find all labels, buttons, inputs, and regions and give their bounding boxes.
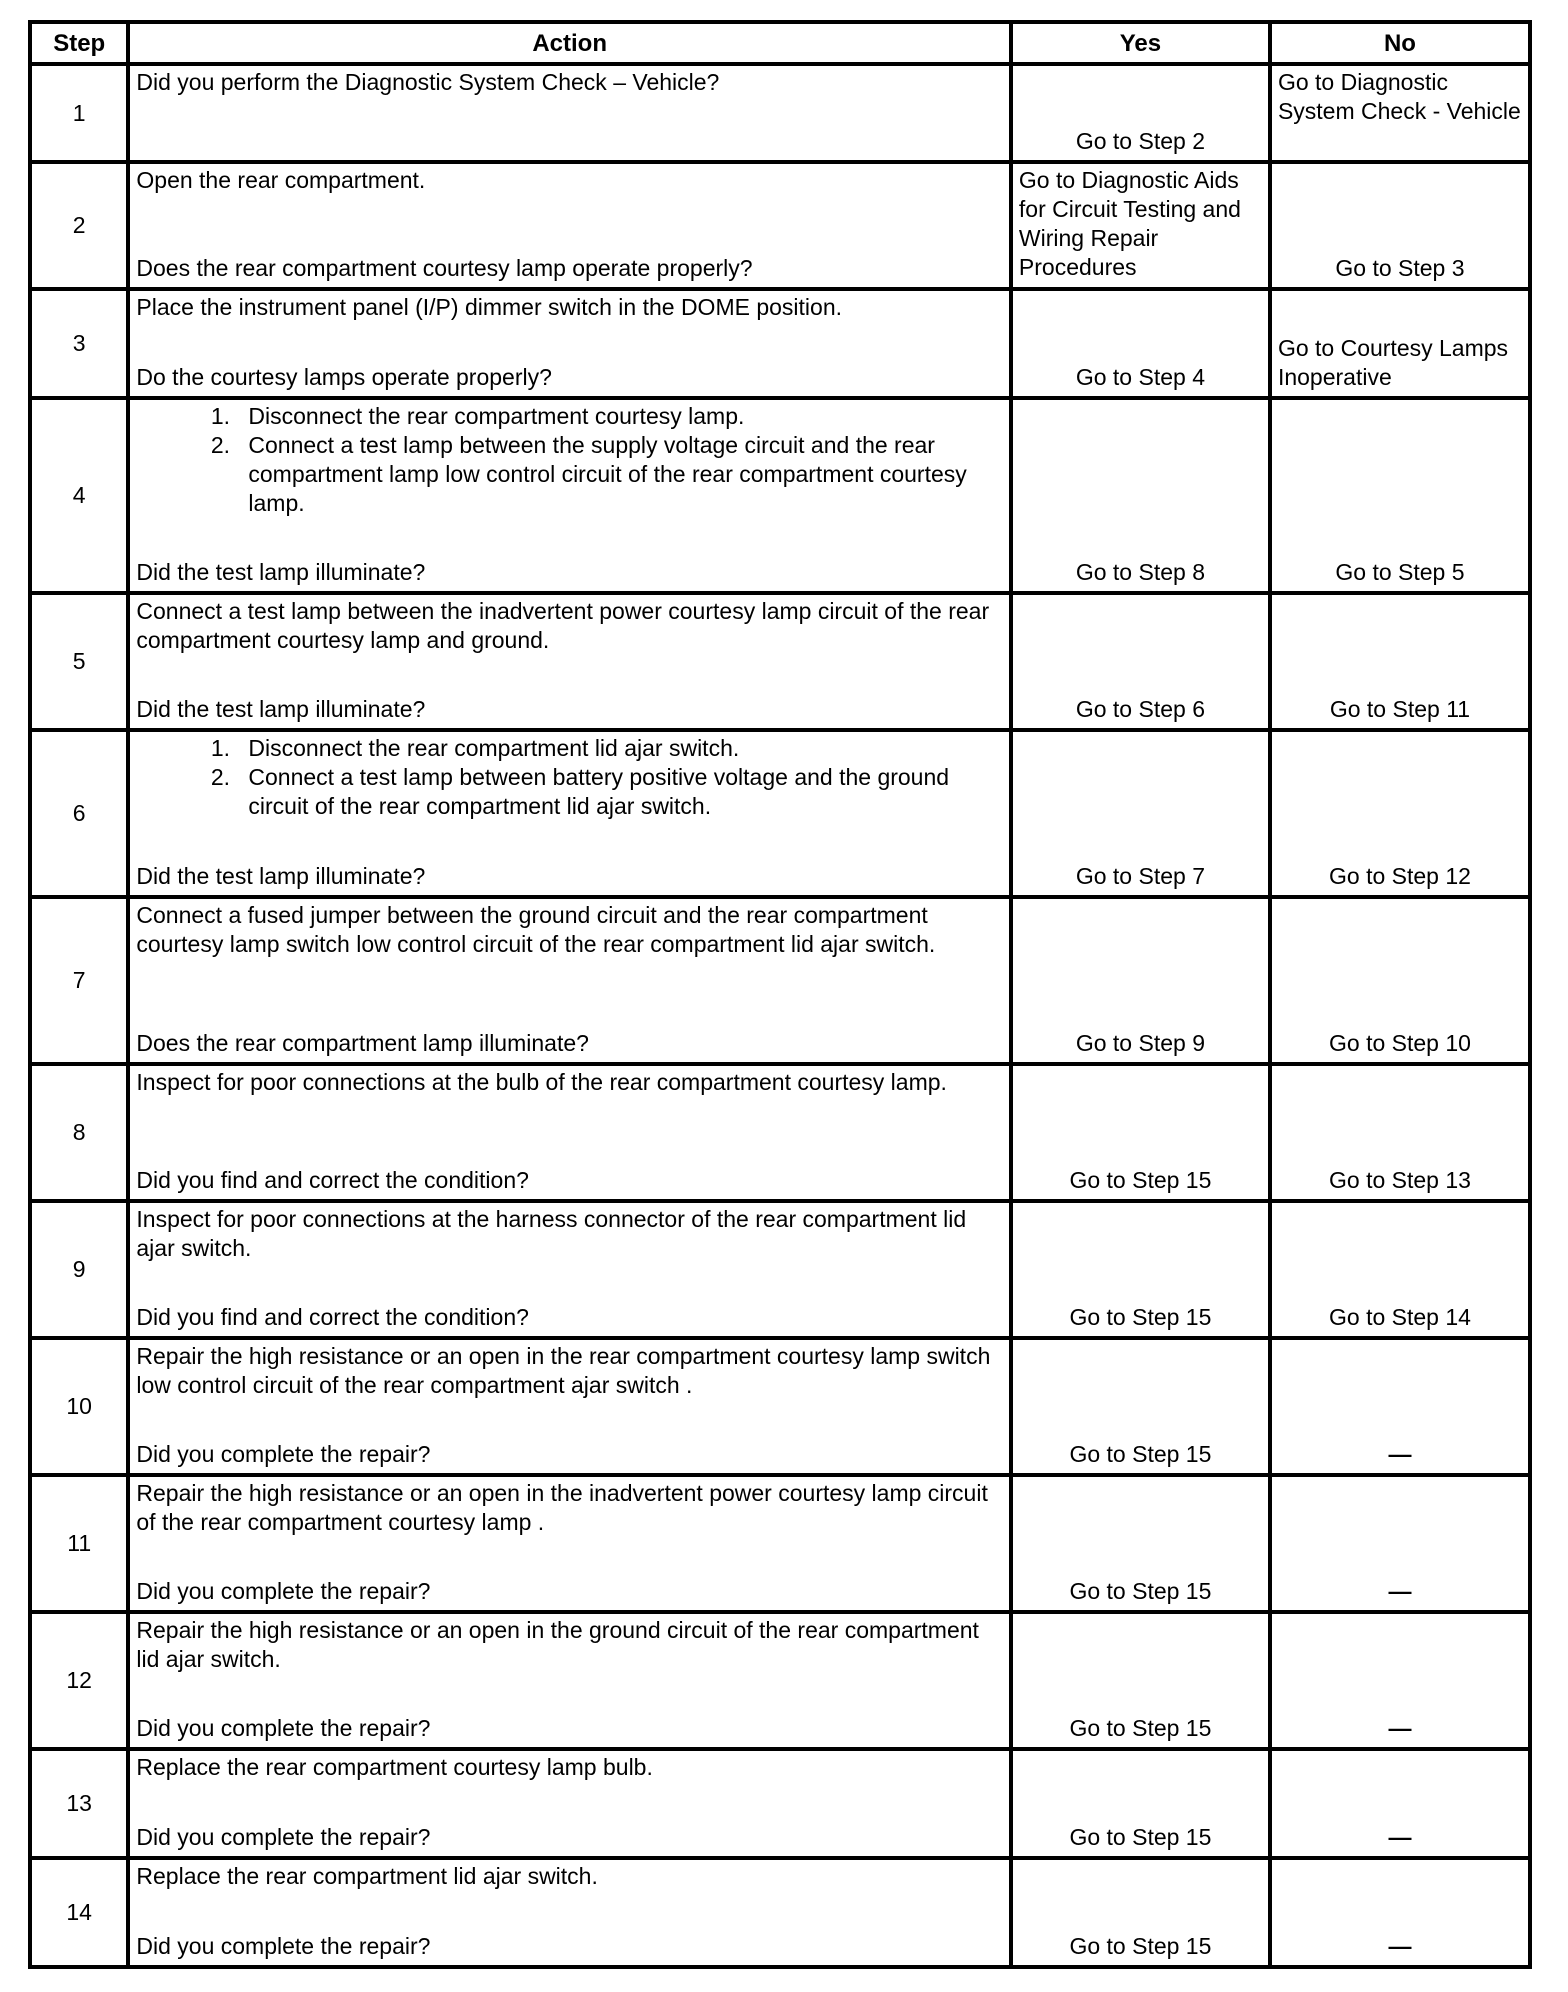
step-number: 3 [30, 289, 128, 398]
action-steps-list [136, 734, 1003, 821]
step-number: 10 [30, 1338, 128, 1475]
action-step-item: 1. Disconnect the rear compartment courtesy lamp. [236, 402, 1003, 431]
action-question: Does the rear compartment courtesy lamp operate properly? [136, 255, 753, 281]
yes-cell: Go to Step 8 [1011, 398, 1270, 593]
step-number: 11 [30, 1475, 128, 1612]
action-question: Did you complete the repair? [136, 1441, 431, 1467]
yes-cell: Go to Step 15 [1011, 1858, 1270, 1967]
action-text: Inspect for poor connections at the bulb of the rear compartment courtesy lamp. [136, 1069, 947, 1095]
action-text: Connect a test lamp between the inadvertent power courtesy lamp circuit of the rear compartment courtesy lamp and ground. [136, 598, 990, 653]
no-cell: — [1270, 1749, 1530, 1858]
header-yes: Yes [1011, 22, 1270, 64]
step-number: 14 [30, 1858, 128, 1967]
action-cell [128, 593, 1011, 730]
no-cell: Go to Courtesy Lamps Inoperative [1270, 289, 1530, 398]
action-cell [128, 1858, 1011, 1967]
action-cell [128, 162, 1011, 289]
step-number: 13 [30, 1749, 128, 1858]
table-row [30, 730, 1530, 897]
no-cell: — [1270, 1612, 1530, 1749]
step-number: 9 [30, 1201, 128, 1338]
action-question: Did you complete the repair? [136, 1933, 431, 1959]
action-question: Did the test lamp illuminate? [136, 696, 426, 722]
step-number: 1 [30, 64, 128, 162]
action-cell [128, 1064, 1011, 1201]
yes-cell: Go to Step 7 [1011, 730, 1270, 897]
action-text: Place the instrument panel (I/P) dimmer switch in the DOME position. [136, 294, 843, 320]
action-cell [128, 64, 1011, 162]
action-question: Did you find and correct the condition? [136, 1167, 529, 1193]
action-question: Did you complete the repair? [136, 1715, 431, 1741]
action-text: Open the rear compartment. [136, 167, 426, 193]
step-number: 5 [30, 593, 128, 730]
step-number: 7 [30, 897, 128, 1064]
action-text: Repair the high resistance or an open in the rear compartment courtesy lamp switch low control circuit of the rear compartment ajar switch . [136, 1343, 991, 1398]
action-step-item: 2. Connect a test lamp between battery positive voltage and the ground circuit of the rear compartment lid ajar switch. [236, 763, 1003, 821]
action-text: Connect a fused jumper between the ground circuit and the rear compartment courtesy lamp switch low control circuit of the rear compartment lid ajar switch. [136, 902, 936, 957]
action-text: Repair the high resistance or an open in the inadvertent power courtesy lamp circuit of the rear compartment courtesy lamp . [136, 1480, 988, 1535]
yes-cell: Go to Step 15 [1011, 1749, 1270, 1858]
action-text: Repair the high resistance or an open in the ground circuit of the rear compartment lid ajar switch. [136, 1617, 979, 1672]
action-text: Inspect for poor connections at the harness connector of the rear compartment lid ajar switch. [136, 1206, 967, 1261]
action-cell [128, 730, 1011, 897]
yes-cell: Go to Step 4 [1011, 289, 1270, 398]
yes-cell: Go to Step 15 [1011, 1064, 1270, 1201]
action-question: Does the rear compartment lamp illuminate? [136, 1030, 589, 1056]
header-row [30, 22, 1530, 64]
table-row [30, 1475, 1530, 1612]
table-row [30, 289, 1530, 398]
table-row [30, 1064, 1530, 1201]
action-cell [128, 1612, 1011, 1749]
action-text: Replace the rear compartment courtesy lamp bulb. [136, 1754, 653, 1780]
no-cell: Go to Step 10 [1270, 897, 1530, 1064]
yes-cell: Go to Step 15 [1011, 1475, 1270, 1612]
no-cell: Go to Step 3 [1270, 162, 1530, 289]
step-number: 4 [30, 398, 128, 593]
table-row [30, 1749, 1530, 1858]
yes-cell: Go to Step 2 [1011, 64, 1270, 162]
no-cell: Go to Step 12 [1270, 730, 1530, 897]
table-row [30, 162, 1530, 289]
table-row [30, 64, 1530, 162]
table-row [30, 1338, 1530, 1475]
action-step-item: 2. Connect a test lamp between the supply voltage circuit and the rear compartment lamp low control circuit of the rear compartment courtesy lamp. [236, 431, 1003, 518]
header-no: No [1270, 22, 1530, 64]
table-row [30, 1201, 1530, 1338]
yes-cell: Go to Step 15 [1011, 1612, 1270, 1749]
action-cell [128, 1749, 1011, 1858]
yes-cell: Go to Step 15 [1011, 1201, 1270, 1338]
step-number: 12 [30, 1612, 128, 1749]
no-cell: Go to Step 13 [1270, 1064, 1530, 1201]
action-cell [128, 897, 1011, 1064]
table-row [30, 593, 1530, 730]
no-cell: — [1270, 1338, 1530, 1475]
step-number: 6 [30, 730, 128, 897]
action-steps-list [136, 402, 1003, 518]
diagnostic-table [28, 20, 1532, 1969]
action-cell [128, 1475, 1011, 1612]
no-cell: — [1270, 1858, 1530, 1967]
action-cell [128, 289, 1011, 398]
no-cell: Go to Step 11 [1270, 593, 1530, 730]
action-text: Did you perform the Diagnostic System Check – Vehicle? [136, 69, 720, 95]
table-row [30, 1612, 1530, 1749]
header-step: Step [30, 22, 128, 64]
action-question: Did you complete the repair? [136, 1824, 431, 1850]
action-cell [128, 398, 1011, 593]
action-question: Did the test lamp illuminate? [136, 559, 426, 585]
action-text: Replace the rear compartment lid ajar switch. [136, 1863, 598, 1889]
header-action: Action [128, 22, 1011, 64]
action-cell [128, 1338, 1011, 1475]
step-number: 2 [30, 162, 128, 289]
no-cell: Go to Step 14 [1270, 1201, 1530, 1338]
no-cell: — [1270, 1475, 1530, 1612]
no-cell: Go to Step 5 [1270, 398, 1530, 593]
action-question: Do the courtesy lamps operate properly? [136, 364, 552, 390]
yes-cell: Go to Diagnostic Aids for Circuit Testing and Wiring Repair Procedures [1011, 162, 1270, 289]
yes-cell: Go to Step 9 [1011, 897, 1270, 1064]
action-cell [128, 1201, 1011, 1338]
action-question: Did you complete the repair? [136, 1578, 431, 1604]
step-number: 8 [30, 1064, 128, 1201]
action-step-item: 1. Disconnect the rear compartment lid ajar switch. [236, 734, 1003, 763]
yes-cell: Go to Step 6 [1011, 593, 1270, 730]
action-question: Did the test lamp illuminate? [136, 863, 426, 889]
table-row [30, 398, 1530, 593]
action-question: Did you find and correct the condition? [136, 1304, 529, 1330]
table-row [30, 1858, 1530, 1967]
no-cell: Go to Diagnostic System Check - Vehicle [1270, 64, 1530, 162]
yes-cell: Go to Step 15 [1011, 1338, 1270, 1475]
table-row [30, 897, 1530, 1064]
